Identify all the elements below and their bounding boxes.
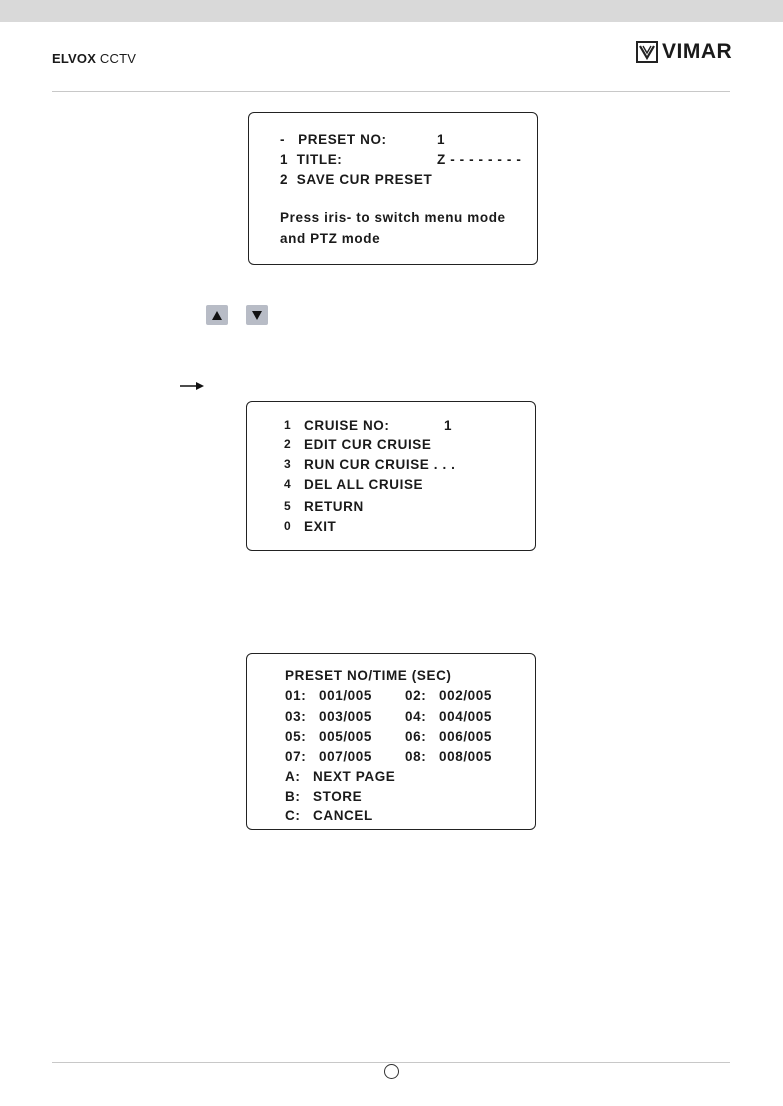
preset-menu-screen xyxy=(248,112,538,265)
title-value: Z - - - - - - - - xyxy=(437,152,522,167)
cruise-menu-screen xyxy=(246,401,536,551)
slot-value: 001/005 xyxy=(319,688,372,703)
cruise-no-value: 1 xyxy=(444,418,453,433)
vimar-square-logo-icon xyxy=(636,41,658,63)
slot-label: 06: xyxy=(405,729,427,744)
up-triangle-key-icon xyxy=(206,305,228,325)
vimar-logo xyxy=(636,40,732,64)
title-label: 1 TITLE: xyxy=(280,152,343,167)
down-triangle-key-icon xyxy=(246,305,268,325)
preset-no-label: - PRESET NO: xyxy=(280,132,387,147)
brand-light: CCTV xyxy=(99,51,137,66)
slot-label: 01: xyxy=(285,688,307,703)
header-divider xyxy=(52,91,730,92)
slot-value: 004/005 xyxy=(439,709,492,724)
slot-value: 008/005 xyxy=(439,749,492,764)
slot-value: 005/005 xyxy=(319,729,372,744)
save-cur-preset-label: 2 SAVE CUR PRESET xyxy=(280,172,433,187)
option-key: C: xyxy=(285,808,301,823)
slot-label: 05: xyxy=(285,729,307,744)
cruise-item-label: RETURN xyxy=(304,499,364,514)
option-cancel: CANCEL xyxy=(313,808,373,823)
preset-time-screen xyxy=(246,653,536,830)
time-screen-title: PRESET NO/TIME (SEC) xyxy=(285,668,452,683)
option-store: STORE xyxy=(313,789,363,804)
brand-bold: ELVOX xyxy=(52,51,97,66)
slot-label: 03: xyxy=(285,709,307,724)
note-line-2: and PTZ mode xyxy=(280,231,381,246)
option-key: A: xyxy=(285,769,301,784)
slot-label: 02: xyxy=(405,688,427,703)
logo-text: VIMAR xyxy=(662,40,733,63)
cruise-item-label: RUN CUR CRUISE . . . xyxy=(304,457,456,472)
option-next-page: NEXT PAGE xyxy=(313,769,396,784)
footer-divider xyxy=(52,1062,730,1063)
top-bar xyxy=(0,0,783,22)
preset-no-value: 1 xyxy=(437,132,446,147)
cruise-item-label: DEL ALL CRUISE xyxy=(304,477,424,492)
arrow-right-icon xyxy=(180,381,204,391)
slot-value: 003/005 xyxy=(319,709,372,724)
page-number-circle xyxy=(384,1064,399,1079)
brand-label xyxy=(52,51,136,66)
cruise-item-label: CRUISE NO: xyxy=(304,418,390,433)
cruise-item-num: 5 xyxy=(284,499,292,513)
cruise-item-label: EXIT xyxy=(304,519,337,534)
cruise-item-num: 1 xyxy=(284,418,292,432)
cruise-item-num: 4 xyxy=(284,477,292,491)
option-key: B: xyxy=(285,789,301,804)
cruise-item-num: 2 xyxy=(284,437,292,451)
cruise-item-label: EDIT CUR CRUISE xyxy=(304,437,432,452)
cruise-item-num: 0 xyxy=(284,519,292,533)
slot-value: 007/005 xyxy=(319,749,372,764)
slot-label: 08: xyxy=(405,749,427,764)
slot-value: 006/005 xyxy=(439,729,492,744)
cruise-item-num: 3 xyxy=(284,457,292,471)
slot-value: 002/005 xyxy=(439,688,492,703)
slot-label: 07: xyxy=(285,749,307,764)
slot-label: 04: xyxy=(405,709,427,724)
note-line-1: Press iris- to switch menu mode xyxy=(280,210,506,225)
